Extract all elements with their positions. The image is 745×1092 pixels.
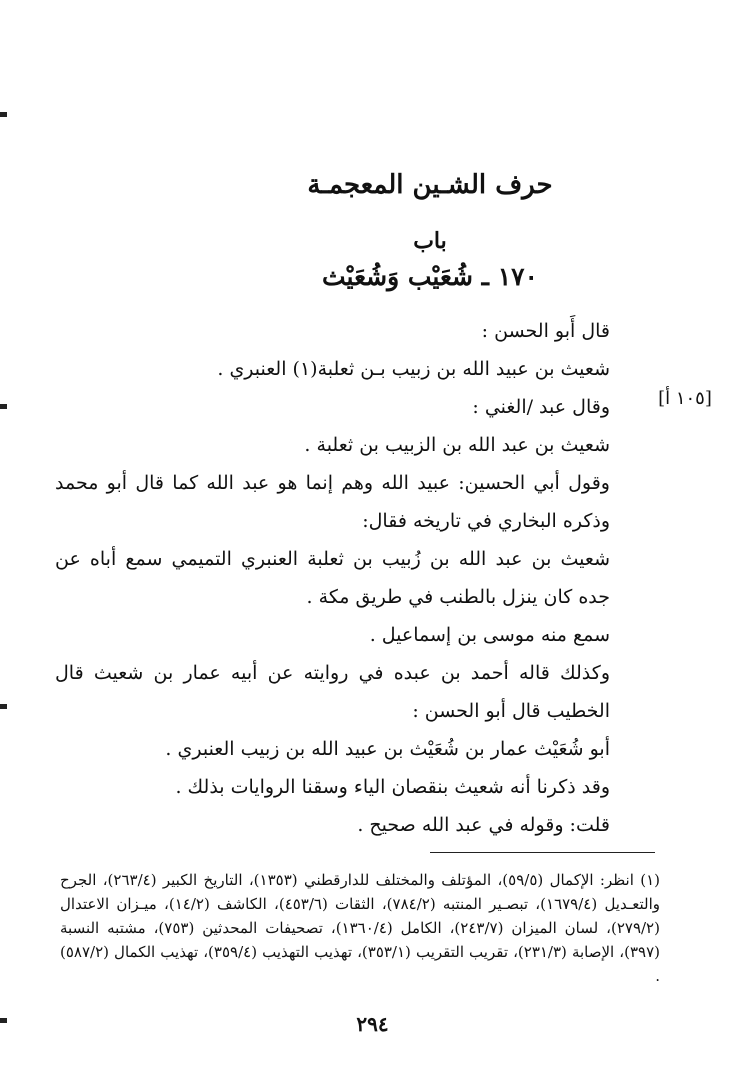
margin-tick-mark — [0, 112, 7, 117]
margin-tick-mark — [0, 1018, 7, 1023]
paragraph: سمع منه موسى بن إسماعيل . — [369, 624, 610, 646]
margin-tick-mark — [0, 404, 7, 409]
manuscript-folio-note: [١٠٥ أ] — [658, 388, 712, 409]
footnote: (١) انظر: الإكمال (٥٩/٥)، المؤتلف والمختلف للدارقطني (١٣٥٣)، التاريخ الكبير (٢٦٣/٤)، الجرح والتعـديل (١٦٧٩/٤)، تبصـير المنتبه (٧٨٤/٢)، الثقات (٤٥٣/٦)، الكاشف (١٤/٢)، ميـزان الاعتدال (٢٧٩/٢)، لسان الميزان (٢٤٣/٧)، الكامل (١٣٦٠/٤)، تصحيفات المحدثين (٧٥٣)، مشتبه النسبة (٣٩٧)، الإصابة (٢٣١/٣)، تقريب التقريب (٣٥٣/١)، تهذيب التهذيب (٣٥٩/٤)، تهذيب الكمال (٥٨٧/٢) . — [60, 871, 660, 985]
paragraph: وقول أبي الحسين: عبيد الله وهم إنما هو عبد الله كما قال أبو محمد وذكره البخاري في تاريخه فقال: — [55, 472, 610, 532]
paragraph: قلت: وقوله في عبد الله صحيح . — [357, 814, 610, 836]
paragraph: شعيث بن عبد الله بن الزبيب بن ثعلبة . — [304, 434, 610, 456]
paragraph: وكذلك قاله أحمد بن عبده في روايته عن أبيه عمار بن شعيث قال الخطيب قال أبو الحسن : — [55, 662, 610, 722]
margin-tick-mark — [0, 704, 7, 709]
paragraph: قال أَبو الحسن : — [481, 320, 610, 342]
entry-title: ١٧٠ ـ شُعَيْب وَشُعَيْث — [321, 262, 538, 291]
footnote-divider — [430, 852, 655, 853]
main-text — [55, 312, 635, 844]
bab-heading: باب — [413, 228, 447, 254]
page-number: ٢٩٤ — [356, 1012, 389, 1036]
paragraph: شعيث بن عبيد الله بن زبيب بـن ثعلبة(١) العنبري . — [217, 358, 610, 380]
paragraph: شعيث بن عبد الله بن زُبيب بن ثعلبة العنبري التميمي سمع أباه عن جده كان ينزل بالطنب في طريق مكة . — [55, 548, 610, 608]
paragraph: أبو شُعَيْث عمار بن شُعَيْث بن عبيد الله بن زبيب العنبري . — [165, 738, 610, 760]
chapter-heading: حرف الشـين المعجمـة — [307, 170, 553, 200]
paragraph: وقال عبد /الغني : — [472, 396, 610, 418]
paragraph: وقد ذكرنا أنه شعيث بنقصان الياء وسقنا الروايات بذلك . — [175, 776, 610, 798]
